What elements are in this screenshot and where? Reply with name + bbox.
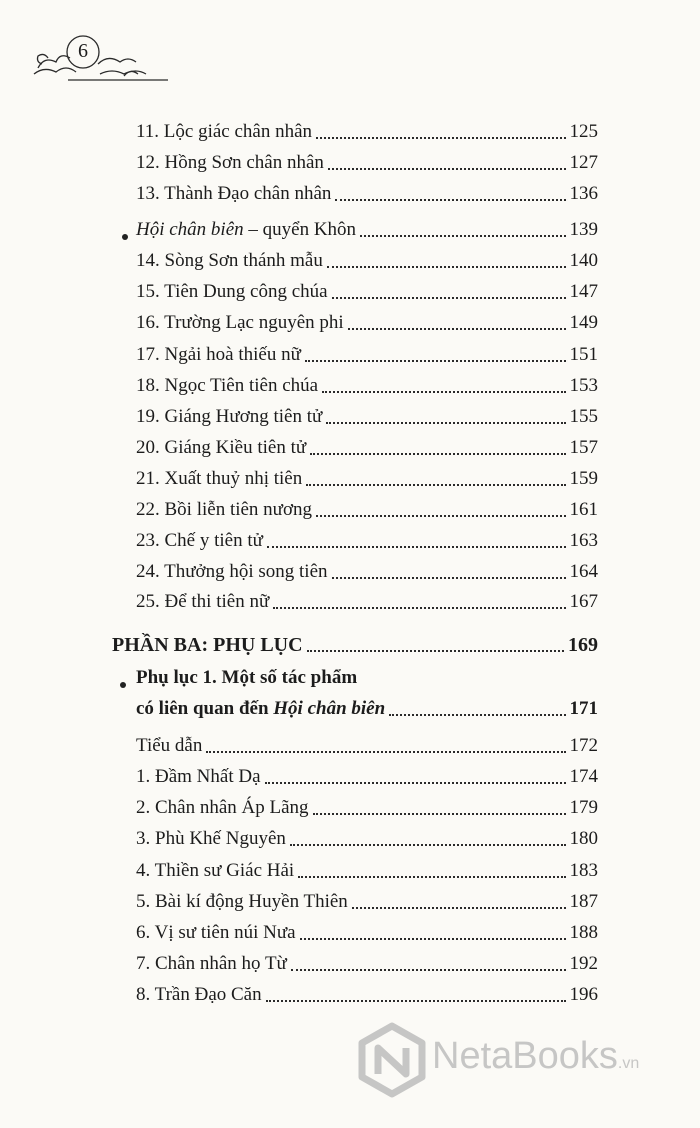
toc-page: 169 — [568, 634, 598, 656]
toc-page: 153 — [569, 375, 598, 396]
toc-label: 4. Thiền sư Giác Hải — [136, 860, 295, 881]
toc-row — [136, 401, 598, 429]
toc-label: 15. Tiên Dung công chúa — [136, 281, 328, 302]
toc-row — [136, 339, 598, 367]
toc-page: 183 — [569, 860, 598, 881]
toc-label: 25. Để thi tiên nữ — [136, 591, 270, 612]
toc-part-heading — [112, 629, 598, 657]
toc-page: 196 — [569, 984, 598, 1005]
toc-label-pre: có liên quan đến — [136, 698, 274, 719]
toc-label: 11. Lộc giác chân nhân — [136, 121, 313, 142]
leader-dots — [316, 137, 565, 139]
leader-dots — [306, 484, 565, 486]
leader-dots — [348, 328, 566, 330]
toc-page: 157 — [569, 437, 598, 458]
toc-page: 172 — [569, 735, 598, 756]
bullet-icon — [122, 234, 128, 240]
toc-label — [136, 697, 385, 721]
toc-page: 161 — [569, 499, 598, 520]
leader-dots — [206, 751, 565, 753]
toc-row — [136, 586, 598, 614]
toc-page: 147 — [569, 281, 598, 302]
toc-row — [136, 147, 598, 175]
toc-label — [136, 218, 356, 242]
toc-row — [136, 370, 598, 398]
toc-row — [136, 245, 598, 273]
leader-dots — [273, 607, 565, 609]
toc-page: 140 — [569, 250, 598, 271]
toc-label: 21. Xuất thuỷ nhị tiên — [136, 468, 303, 489]
toc-appendix-title-line1 — [136, 662, 357, 690]
leader-dots — [265, 782, 566, 784]
toc-row — [136, 823, 598, 851]
leader-dots — [300, 938, 566, 940]
toc-label: 5. Bài kí động Huyền Thiên — [136, 891, 348, 912]
leader-dots — [291, 969, 566, 971]
toc-row — [136, 948, 598, 976]
leader-dots — [326, 422, 565, 424]
toc-section-row — [136, 214, 598, 242]
toc-label: 1. Đầm Nhất Dạ — [136, 766, 261, 787]
leader-dots — [310, 453, 565, 455]
toc-row — [136, 761, 598, 789]
toc-page: 139 — [569, 219, 598, 240]
leader-dots — [360, 235, 565, 237]
toc-label: PHẦN BA: PHỤ LỤC — [112, 634, 303, 656]
toc-row — [136, 178, 598, 206]
toc-page: 125 — [569, 121, 598, 142]
toc-page: 192 — [569, 953, 598, 974]
toc-page: 164 — [569, 561, 598, 582]
leader-dots — [352, 907, 566, 909]
toc-row — [136, 307, 598, 335]
toc-label: 18. Ngọc Tiên tiên chúa — [136, 375, 319, 396]
toc-label: 3. Phù Khế Nguyên — [136, 828, 286, 849]
toc-label: 23. Chế y tiên tử — [136, 530, 263, 551]
toc-row — [136, 886, 598, 914]
toc-appendix-title-line2 — [136, 693, 598, 721]
leader-dots — [313, 813, 566, 815]
netabooks-logo-icon — [352, 1020, 432, 1100]
toc-label: 16. Trường Lạc nguyên phi — [136, 312, 344, 333]
toc-row — [136, 855, 598, 883]
toc-row — [136, 116, 598, 144]
toc-row — [136, 276, 598, 304]
toc-label: 22. Bồi liễn tiên nương — [136, 499, 313, 520]
toc-label: 6. Vị sư tiên núi Nưa — [136, 922, 296, 943]
leader-dots — [332, 577, 566, 579]
leader-dots — [327, 266, 566, 268]
toc-label: 2. Chân nhân Áp Lãng — [136, 797, 309, 818]
toc-label: 7. Chân nhân họ Từ — [136, 953, 287, 974]
toc-label: 17. Ngải hoà thiếu nữ — [136, 344, 301, 365]
toc-page: 171 — [569, 698, 598, 719]
watermark-brand — [432, 1035, 639, 1078]
toc-page: 159 — [569, 468, 598, 489]
leader-dots — [328, 168, 566, 170]
leader-dots — [332, 297, 566, 299]
toc-page: 151 — [569, 344, 598, 365]
toc-label: Tiểu dẫn — [136, 735, 203, 756]
toc-page: 127 — [569, 152, 598, 173]
toc-row — [136, 463, 598, 491]
bullet-icon — [120, 682, 126, 688]
toc-row — [136, 432, 598, 460]
toc-row — [136, 494, 598, 522]
cloud-ornament-icon — [28, 28, 178, 88]
toc-page: 163 — [569, 530, 598, 551]
toc-label-rest: – quyển Khôn — [243, 219, 357, 240]
toc-page: 155 — [569, 406, 598, 427]
toc-row — [136, 730, 598, 758]
watermark-suffix: .vn — [617, 1055, 640, 1072]
toc-label: Phụ lục 1. Một số tác phẩm — [136, 667, 358, 688]
leader-dots — [307, 650, 564, 652]
toc-page: 180 — [569, 828, 598, 849]
toc-row — [136, 979, 598, 1007]
toc-label: 20. Giáng Kiều tiên tử — [136, 437, 307, 458]
page-number: 6 — [78, 40, 88, 62]
toc-label: 14. Sòng Sơn thánh mẫu — [136, 250, 323, 271]
leader-dots — [290, 844, 566, 846]
toc-page: 167 — [569, 591, 598, 612]
toc-label: 12. Hồng Sơn chân nhân — [136, 152, 324, 173]
toc-row — [136, 525, 598, 553]
leader-dots — [389, 714, 565, 716]
leader-dots — [305, 360, 566, 362]
toc-label: 19. Giáng Hương tiên tử — [136, 406, 323, 427]
toc-label: 24. Thưởng hội song tiên — [136, 561, 328, 582]
toc-page: 179 — [569, 797, 598, 818]
toc-row — [136, 556, 598, 584]
leader-dots — [267, 546, 566, 548]
toc-page: 174 — [569, 766, 598, 787]
leader-dots — [335, 199, 565, 201]
leader-dots — [298, 876, 565, 878]
toc-page: 136 — [569, 183, 598, 204]
toc-label-italic: Hội chân biên — [273, 698, 386, 719]
toc-row — [136, 917, 598, 945]
leader-dots — [316, 515, 565, 517]
watermark-brand-name: NetaBooks — [432, 1035, 618, 1077]
toc-label-italic: Hội chân biên — [136, 219, 244, 240]
leader-dots — [322, 391, 565, 393]
toc-label: 13. Thành Đạo chân nhân — [136, 183, 332, 204]
toc-label: 8. Trần Đạo Căn — [136, 984, 262, 1005]
toc-page: 149 — [569, 312, 598, 333]
toc-row — [136, 792, 598, 820]
toc-page: 188 — [569, 922, 598, 943]
toc-page: 187 — [569, 891, 598, 912]
leader-dots — [266, 1000, 566, 1002]
